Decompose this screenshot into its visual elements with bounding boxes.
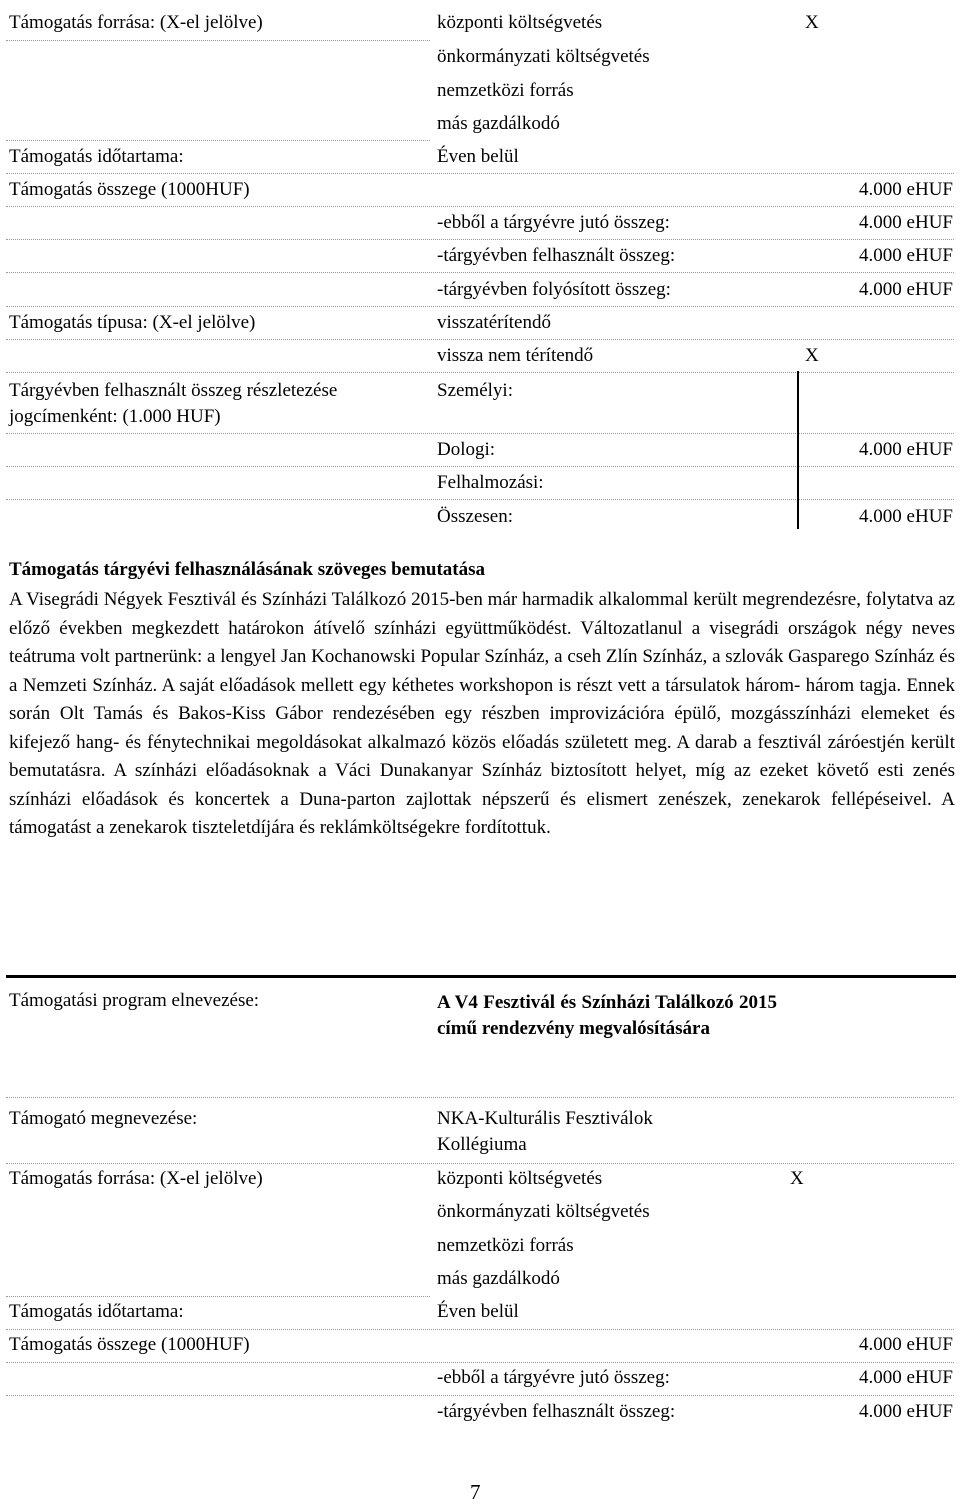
tipus-option: visszatérítendő <box>437 312 551 333</box>
idotartam-label: Támogatás időtartama: <box>9 1301 184 1322</box>
reszletezes-row-value: 4.000 eHUF <box>859 506 953 527</box>
forras-label: Támogatás forrása: (X-el jelölve) <box>9 12 263 33</box>
osszeg-value: 4.000 eHUF <box>859 179 953 200</box>
reszletezes-row-value: 4.000 eHUF <box>859 439 953 460</box>
forras-option: önkormányzati költségvetés <box>437 1201 650 1222</box>
idotartam-label: Támogatás időtartama: <box>9 146 184 167</box>
sub-row-value: 4.000 eHUF <box>859 1401 953 1422</box>
idotartam-value: Éven belül <box>437 146 519 167</box>
forras-mark: X <box>790 1168 804 1189</box>
program-value: A V4 Fesztivál és Színházi Találkozó 2015 című rendezvény megvalósítására <box>437 992 777 1039</box>
sub-row-value: 4.000 eHUF <box>859 1367 953 1388</box>
osszeg-label: Támogatás összege (1000HUF) <box>9 179 250 200</box>
forras-option: nemzetközi forrás <box>437 1235 574 1256</box>
osszeg-label: Támogatás összege (1000HUF) <box>9 1334 250 1355</box>
description-title: Támogatás tárgyévi felhasználásának szöveges bemutatása <box>9 559 486 580</box>
program-label: Támogatási program elnevezése: <box>9 990 260 1011</box>
section-divider <box>6 975 956 978</box>
forras-option: más gazdálkodó <box>437 113 560 134</box>
forras-option: központi költségvetés <box>437 1168 603 1189</box>
sub-row-label: -ebből a tárgyévre jutó összeg: <box>437 1367 670 1388</box>
idotartam-value: Éven belül <box>437 1301 519 1322</box>
reszletezes-row-label: Felhalmozási: <box>437 472 544 493</box>
tamogato-label: Támogató megnevezése: <box>9 1108 198 1129</box>
sub-row-value: 4.000 eHUF <box>859 212 953 233</box>
reszletezes-row-label: Összesen: <box>437 506 513 527</box>
reszletezes-row-label: Személyi: <box>437 380 513 401</box>
forras-option: más gazdálkodó <box>437 1268 560 1289</box>
tamogato-value: NKA-Kulturális Fesztiválok Kollégiuma <box>437 1108 653 1155</box>
reszletezes-row-label: Dologi: <box>437 439 496 460</box>
forras-option: nemzetközi forrás <box>437 80 574 101</box>
osszeg-value: 4.000 eHUF <box>859 1334 953 1355</box>
page-number: 7 <box>470 1480 481 1504</box>
tipus-mark: X <box>805 345 819 366</box>
forras-option: központi költségvetés <box>437 12 603 33</box>
sub-row-label: -tárgyévben folyósított összeg: <box>437 279 671 300</box>
description-body: A Visegrádi Négyek Fesztivál és Színházi Találkozó 2015-ben már harmadik alkalommal került megrendezésre, folytatva az előző években megkezdett határokon átívelő színházi együttműködést. Változatlanul a visegrádi országok négy neves teátruma volt partnerünk: a lengyel Jan Kochanowski Popular Színház, a cseh Zlín Színház, a szlovák Gasparego Színház és a Nemzeti Színház. A saját előadások mellett egy kéthetes workshopon is részt vett a társulatok három- három tagja. Ennek során Olt Tamás és Bakos-Kiss Gábor rendezésében egy részben improvizációra épülő, mozgásszínházi elemeket és kifejező hang- és fénytechnikai megoldásokat alkalmazó közös előadás született meg. A darab a fesztivál záróestjén került bemutatásra. A színházi előadásoknak a Váci Dunakanyar Színház biztosított helyet, míg az ezeket követő esti zenés színházi előadások és koncertek a Duna-parton zajlottak népszerű és elismert zenészek, zenekarok fellépéseivel. A támogatást a zenekarok tiszteletdíjára és reklámköltségekre fordítottuk. <box>9 589 955 838</box>
sub-row-value: 4.000 eHUF <box>859 279 953 300</box>
forras-label: Támogatás forrása: (X-el jelölve) <box>9 1168 263 1189</box>
sub-row-label: -tárgyévben felhasznált összeg: <box>437 245 676 266</box>
sub-row-label: -ebből a tárgyévre jutó összeg: <box>437 212 670 233</box>
sub-row-label: -tárgyévben felhasznált összeg: <box>437 1401 676 1422</box>
sub-row-value: 4.000 eHUF <box>859 245 953 266</box>
reszletezes-label: Tárgyévben felhasznált összeg részletezése jogcímenként: (1.000 HUF) <box>9 380 338 427</box>
forras-option: önkormányzati költségvetés <box>437 46 650 67</box>
forras-mark: X <box>805 12 819 33</box>
tipus-label: Támogatás típusa: (X-el jelölve) <box>9 312 256 333</box>
tipus-option: vissza nem térítendő <box>437 345 594 366</box>
